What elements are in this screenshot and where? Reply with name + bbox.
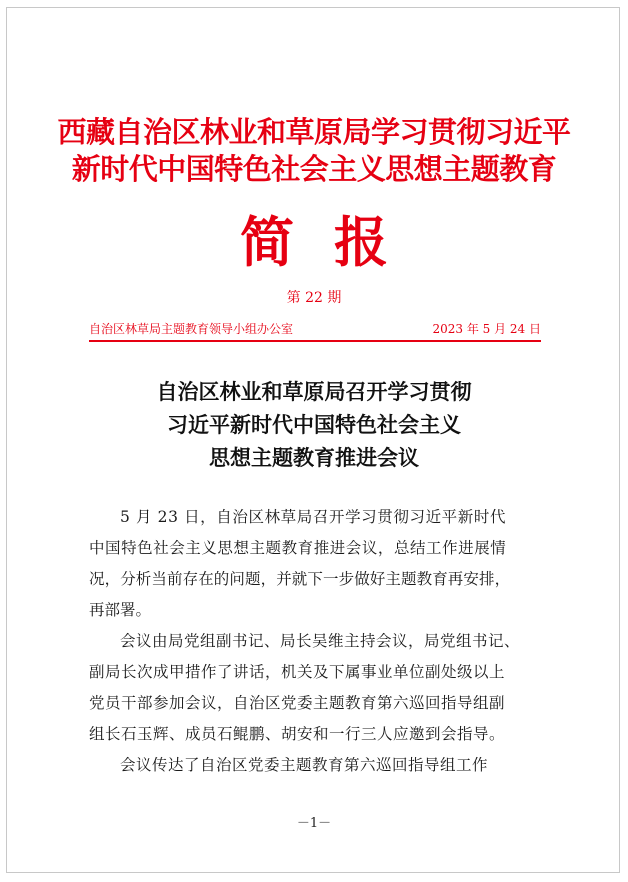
- masthead-line-1: 西藏自治区林业和草原局学习贯彻习近平: [57, 115, 571, 149]
- body-line: 会议传达了自治区党委主题教育第六巡回指导组工作: [120, 756, 489, 774]
- body-line: 况，分析当前存在的问题，并就下一步做好主题教育再安排，: [89, 570, 511, 588]
- body-line: 组长石玉辉、成员石鲲鹏、胡安和一行三人应邀到会指导。: [89, 725, 506, 743]
- issue-number: 第 22 期: [286, 290, 342, 306]
- headline-line-3: 思想主题教育推进会议: [209, 445, 419, 470]
- masthead-line-2: 新时代中国特色社会主义思想主题教育: [71, 152, 557, 186]
- body-line: 副局长次成甲措作了讲话，机关及下属事业单位副处级以上: [89, 663, 506, 681]
- issue-date: 2023 年 5 月 24 日: [432, 322, 541, 336]
- page-number: －1－: [296, 816, 332, 831]
- issuer-office: 自治区林草局主题教育领导小组办公室: [89, 322, 294, 336]
- brief-title: 简报: [240, 210, 428, 274]
- body-line: 党员干部参加会议，自治区党委主题教育第六巡回指导组副: [89, 694, 506, 712]
- headline-line-2: 习近平新时代中国特色社会主义: [167, 412, 461, 437]
- body-line: 5 月 23 日，自治区林草局召开学习贯彻习近平新时代: [120, 508, 507, 526]
- red-divider: [89, 340, 541, 342]
- headline-line-1: 自治区林业和草原局召开学习贯彻: [156, 379, 472, 404]
- body-line: 再部署。: [89, 601, 152, 619]
- body-line: 中国特色社会主义思想主题教育推进会议，总结工作进展情: [89, 539, 507, 557]
- masthead-meta: [89, 320, 541, 338]
- body-line: 会议由局党组副书记、局长吴维主持会议，局党组书记、: [120, 632, 521, 650]
